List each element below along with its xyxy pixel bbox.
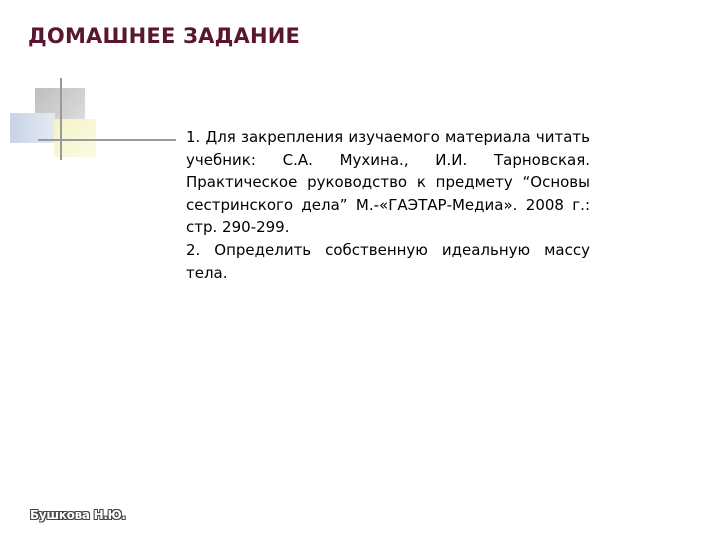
assignment-text — [186, 126, 590, 284]
decorative-squares-graphic — [0, 0, 200, 170]
vertical-line-decoration — [60, 78, 62, 160]
assignment-item-2: 2. Определить собственную идеальную массу тела. — [186, 240, 590, 282]
horizontal-line-decoration — [38, 139, 176, 141]
assignment-item-1: 1. Для закрепления изучаемого материала читать учебник: С.А. Мухина., И.И. Тарновская. Практическое руководство к предмету “Основы сестринского дела” М.-«ГАЭТАР-Медиа». 2008 г.: стр. 290-299. — [186, 128, 590, 237]
author-name: Бушкова Н.Ю. — [30, 508, 126, 522]
slide-title: ДОМАШНЕЕ ЗАДАНИЕ — [28, 24, 301, 48]
